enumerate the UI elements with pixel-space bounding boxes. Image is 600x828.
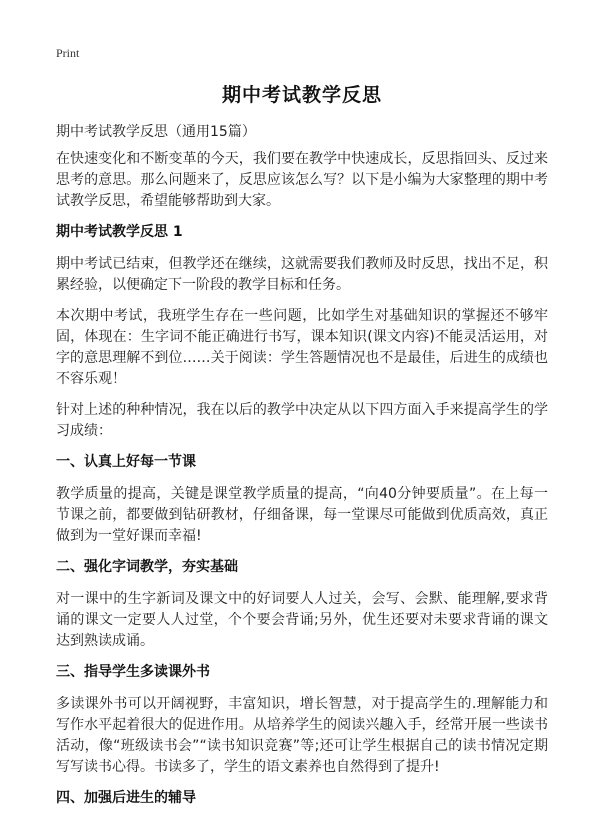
paragraph: 期中考试已结束，但教学还在继续，这就需要我们教师及时反思，找出不足，积累经验，以便确定下一阶段的教学目标和任务。 xyxy=(56,256,548,293)
section-heading: 四、加强后进生的辅导 xyxy=(56,790,196,806)
paragraph: 本次期中考试，我班学生存在一些问题，比如学生对基础知识的掌握还不够牢固，体现在：生字词不能正确进行书写，课本知识(课文内容)不能灵活运用，对字的意思理解不到位……关于阅读：学生答题情况也不是最佳，后进生的成绩也不容乐观！ xyxy=(56,308,548,387)
document-body xyxy=(56,149,548,820)
section-paragraph: 对一课中的生字新词及课文中的好词要人人过关，会写、会默、能理解,要求背诵的课文一定要人人过堂，个个要会背诵;另外，优生还要对未要求背诵的课文达到熟读成诵。 xyxy=(56,591,548,649)
section-heading: 二、强化字词教学，夯实基础 xyxy=(56,559,238,575)
article-heading: 期中考试教学反思 1 xyxy=(56,224,183,240)
section-heading: 一、认真上好每一节课 xyxy=(56,454,196,470)
page-title: 期中考试教学反思 xyxy=(221,84,382,106)
section-heading: 三、指导学生多读课外书 xyxy=(56,664,210,680)
section-paragraph: 教学质量的提高，关键是课堂教学质量的提高，“向40分钟要质量”。在上每一节课之前，都要做到钻研教材，仔细备课，每一堂课尽可能做到优质高效，真正做到为一堂好课而幸福! xyxy=(56,486,548,544)
document-subtitle: 期中考试教学反思（通用15篇） xyxy=(56,124,256,140)
section-paragraph: 多读课外书可以开阔视野，丰富知识，增长智慧，对于提高学生的.理解能力和写作水平起着很大的促进作用。从培养学生的阅读兴趣入手，经常开展一些读书活动，像“班级读书会”“读书知识竞赛”等;还可让学生根据自己的读书情况定期写写读书心得。书读多了，学生的语文素养也自然得到了提升! xyxy=(56,696,548,775)
intro-paragraph: 在快速变化和不断变革的今天，我们要在教学中快速成长，反思指回头、反过来思考的意思。那么问题来了，反思应该怎么写？以下是小编为大家整理的期中考试教学反思，希望能够帮助到大家。 xyxy=(56,151,548,209)
print-link[interactable]: Print xyxy=(56,46,80,60)
paragraph: 针对上述的种种情况，我在以后的教学中决定从以下四方面入手来提高学生的学习成绩： xyxy=(56,402,548,439)
